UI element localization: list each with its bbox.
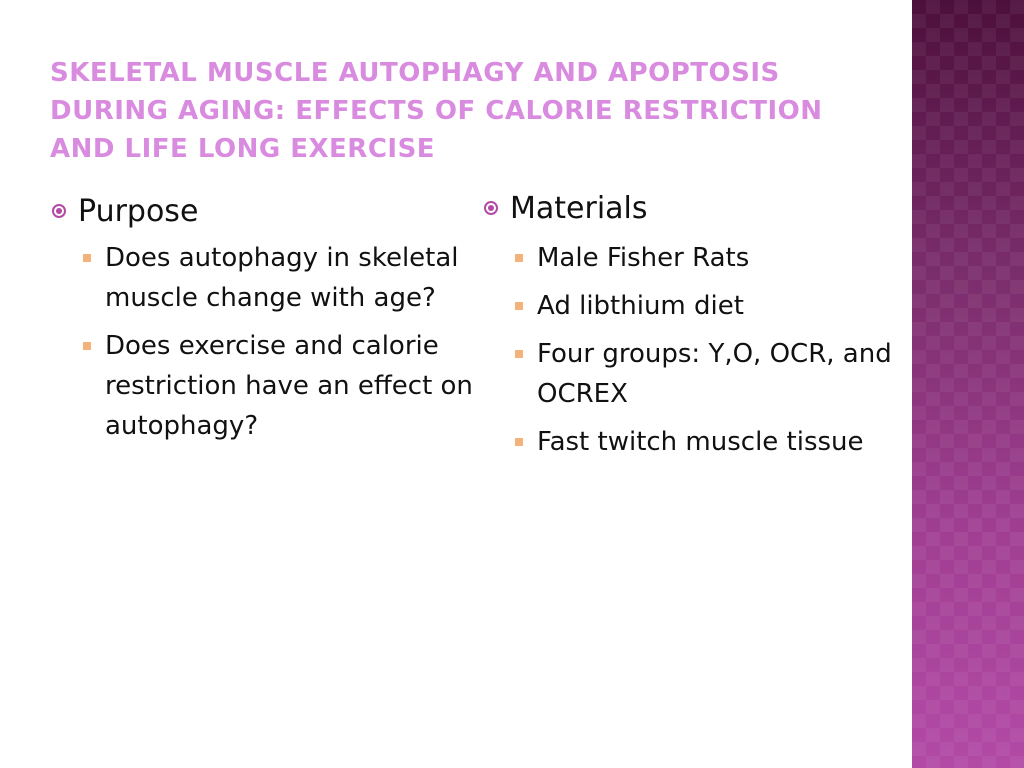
list-item-text: Male Fisher Rats xyxy=(537,243,750,273)
list-item xyxy=(482,238,902,278)
purpose-column xyxy=(50,192,480,454)
square-bullet-icon xyxy=(515,302,523,310)
materials-heading xyxy=(482,189,902,229)
list-item-text: Does autophagy in skeletal muscle change with age? xyxy=(105,243,459,313)
list-item-text: Fast twitch muscle tissue xyxy=(537,427,864,457)
list-item-text: Four groups: Y,O, OCR, and OCREX xyxy=(537,339,892,409)
list-item xyxy=(482,334,902,414)
list-item-text: Does exercise and calorie restriction have an effect on autophagy? xyxy=(105,331,473,441)
list-item xyxy=(50,238,480,318)
purpose-heading xyxy=(50,192,480,232)
materials-heading-label: Materials xyxy=(510,191,648,226)
list-item-text: Ad libthium diet xyxy=(537,291,744,321)
materials-list xyxy=(482,238,902,462)
side-band-pattern xyxy=(912,0,1024,768)
slide-title: SKELETAL MUSCLE AUTOPHAGY AND APOPTOSIS DURING AGING: EFFECTS OF CALORIE RESTRICTION AND LIFE LONG EXERCISE xyxy=(50,58,823,164)
square-bullet-icon xyxy=(83,254,91,262)
purpose-heading-label: Purpose xyxy=(78,194,199,229)
list-item xyxy=(482,422,902,462)
materials-column xyxy=(482,192,902,470)
square-bullet-icon xyxy=(515,438,523,446)
square-bullet-icon xyxy=(515,254,523,262)
circle-bullet-icon xyxy=(484,201,498,215)
square-bullet-icon xyxy=(83,342,91,350)
decorative-side-band xyxy=(912,0,1024,768)
purpose-list xyxy=(50,238,480,446)
list-item xyxy=(482,286,902,326)
list-item xyxy=(50,326,480,446)
circle-bullet-icon xyxy=(52,204,66,218)
square-bullet-icon xyxy=(515,350,523,358)
